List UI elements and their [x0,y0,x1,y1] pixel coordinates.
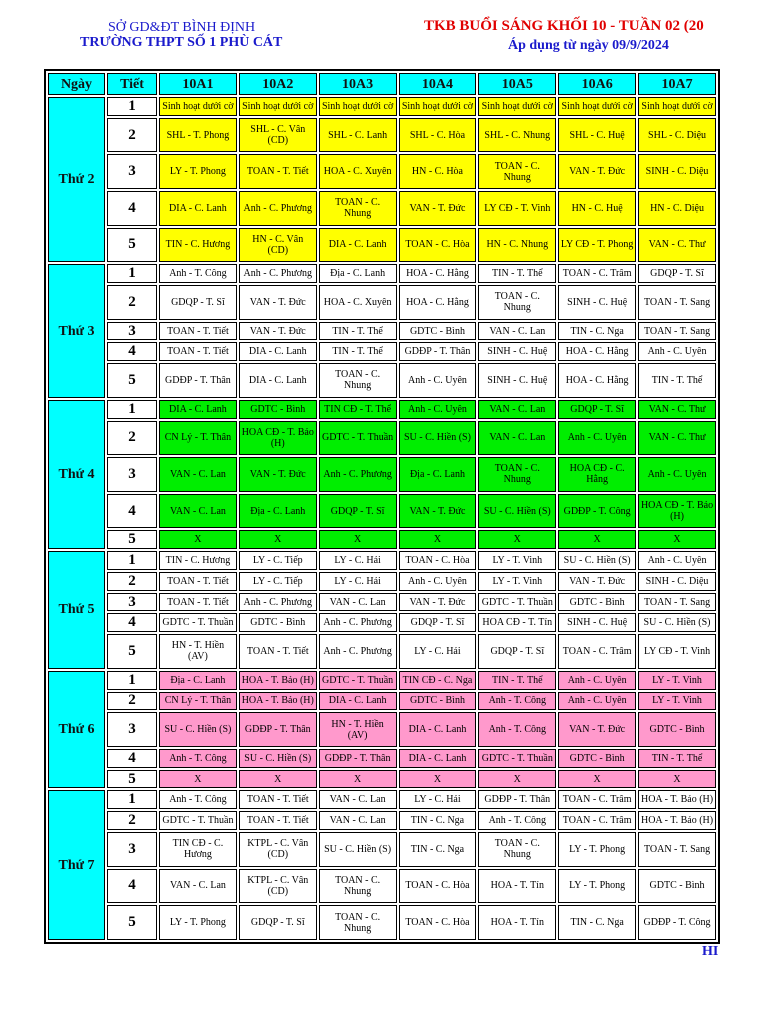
lesson-cell: TOAN - T. Tiết [239,811,317,830]
lesson-cell: VAN - T. Đức [399,494,477,529]
lesson-cell: SU - C. Hiền (S) [478,494,556,529]
lesson-cell: HN - C. Nhung [478,228,556,263]
lesson-cell: TOAN - C. Trâm [558,264,636,283]
header-row [48,73,716,95]
lesson-cell: LY - T. Vinh [638,671,716,690]
lesson-cell: TOAN - C. Nhung [319,363,397,398]
lesson-cell: SHL - C. Lanh [319,118,397,153]
lesson-cell: TIN - C. Hương [159,228,237,263]
lesson-cell: Địa - C. Lanh [399,457,477,492]
lesson-cell: GDĐP - T. Thân [159,363,237,398]
lesson-cell: Sinh hoạt dưới cờ [478,97,556,116]
lesson-cell: X [558,530,636,549]
table-row [48,905,716,940]
lesson-cell: SINH - C. Huệ [558,285,636,320]
lesson-cell: SHL - C. Nhung [478,118,556,153]
lesson-cell: SU - C. Hiền (S) [319,832,397,867]
period-number: 2 [107,285,157,320]
header-class: 10A5 [478,73,556,95]
lesson-cell: GDQP - T. Sĩ [558,400,636,419]
lesson-cell: VAN - C. Thư [638,400,716,419]
lesson-cell: X [319,530,397,549]
lesson-cell: TIN - T. Thể [638,749,716,768]
lesson-cell: DIA - C. Lanh [159,191,237,226]
period-number: 4 [107,191,157,226]
lesson-cell: VAN - C. Lan [478,421,556,456]
lesson-cell: TOAN - T. Tiết [159,572,237,591]
department-name: SỞ GD&ĐT BÌNH ĐỊNH [108,20,256,35]
lesson-cell: Anh - C. Uyên [638,342,716,361]
lesson-cell: HN - T. Hiền (AV) [159,634,237,669]
lesson-cell: GDTC - T. Thuần [319,671,397,690]
day-label: Thứ 6 [48,671,105,789]
lesson-cell: Anh - T. Công [159,264,237,283]
table-row [48,869,716,904]
lesson-cell: LY - T. Vinh [638,692,716,711]
lesson-cell: TOAN - T. Tiết [239,634,317,669]
lesson-cell: VAN - T. Đức [399,593,477,612]
school-name: TRƯỜNG THPT SỐ 1 PHÙ CÁT [80,35,283,50]
lesson-cell: Anh - C. Uyên [399,572,477,591]
lesson-cell: TOAN - C. Nhung [478,285,556,320]
table-row [48,118,716,153]
lesson-cell: X [239,770,317,789]
lesson-cell: TIN CĐ - C. Hương [159,832,237,867]
lesson-cell: TOAN - T. Tiết [159,593,237,612]
lesson-cell: TOAN - C. Nhung [478,154,556,189]
lesson-cell: Sinh hoạt dưới cờ [558,97,636,116]
period-number: 1 [107,790,157,809]
lesson-cell: GDĐP - T. Thân [478,790,556,809]
lesson-cell: TOAN - T. Sang [638,322,716,341]
lesson-cell: TOAN - T. Tiết [239,790,317,809]
lesson-cell: LY - T. Phong [558,869,636,904]
lesson-cell: VAN - T. Đức [239,322,317,341]
lesson-cell: GDĐP - T. Công [558,494,636,529]
timetable-grid [44,69,720,944]
lesson-cell: TOAN - C. Hòa [399,869,477,904]
lesson-cell: Anh - C. Uyên [558,671,636,690]
lesson-cell: TOAN - T. Tiết [159,322,237,341]
period-number: 5 [107,770,157,789]
lesson-cell: VAN - C. Lan [159,494,237,529]
lesson-cell: CN Lý - T. Thân [159,421,237,456]
lesson-cell: GDTC - Bình [239,613,317,632]
lesson-cell: TOAN - C. Trâm [558,790,636,809]
lesson-cell: Địa - C. Lanh [239,494,317,529]
lesson-cell: SINH - C. Diệu [638,572,716,591]
lesson-cell: TOAN - C. Nhung [478,832,556,867]
lesson-cell: TOAN - C. Nhung [319,905,397,940]
lesson-cell: VAN - T. Đức [558,712,636,747]
day-label: Thứ 3 [48,264,105,398]
lesson-cell: DIA - C. Lanh [319,692,397,711]
lesson-cell: HOA - T. Bảo (H) [239,692,317,711]
table-row [48,228,716,263]
lesson-cell: GDTC - Bình [399,322,477,341]
table-row [48,790,716,809]
lesson-cell: HOA - C. Xuyên [319,285,397,320]
lesson-cell: TOAN - T. Sang [638,285,716,320]
header-period: Tiết [107,73,157,95]
lesson-cell: DIA - C. Lanh [319,228,397,263]
lesson-cell: LY - C. Hải [399,790,477,809]
lesson-cell: GDQP - T. Sĩ [638,264,716,283]
period-number: 2 [107,118,157,153]
lesson-cell: HN - C. Huệ [558,191,636,226]
table-row [48,593,716,612]
lesson-cell: GDTC - T. Thuần [159,613,237,632]
lesson-cell: VAN - C. Lan [319,790,397,809]
lesson-cell: DIA - C. Lanh [399,749,477,768]
lesson-cell: TOAN - C. Nhung [319,191,397,226]
lesson-cell: VAN - T. Đức [558,154,636,189]
lesson-cell: X [478,530,556,549]
lesson-cell: HN - C. Hòa [399,154,477,189]
period-number: 2 [107,572,157,591]
period-number: 2 [107,811,157,830]
lesson-cell: Anh - C. Uyên [399,400,477,419]
lesson-cell: LY - C. Hải [319,572,397,591]
day-label: Thứ 2 [48,97,105,262]
table-row [48,671,716,690]
lesson-cell: Anh - T. Công [478,712,556,747]
lesson-cell: SHL - T. Phong [159,118,237,153]
lesson-cell: X [239,530,317,549]
period-number: 2 [107,421,157,456]
lesson-cell: DIA - C. Lanh [239,342,317,361]
lesson-cell: TIN - T. Thể [638,363,716,398]
period-number: 4 [107,342,157,361]
period-number: 3 [107,457,157,492]
lesson-cell: HOA - T. Bảo (H) [638,811,716,830]
lesson-cell: TIN - T. Thể [319,322,397,341]
lesson-cell: SHL - C. Vân (CD) [239,118,317,153]
lesson-cell: TOAN - C. Hòa [399,551,477,570]
lesson-cell: X [399,770,477,789]
lesson-cell: GDTC - Bình [239,400,317,419]
lesson-cell: GDĐP - T. Thân [319,749,397,768]
lesson-cell: VAN - C. Lan [478,400,556,419]
table-row [48,613,716,632]
lesson-cell: Địa - C. Lanh [159,671,237,690]
footer-mark: HI [702,944,719,959]
lesson-cell: KTPL - C. Vân (CD) [239,869,317,904]
lesson-cell: VAN - C. Lan [319,593,397,612]
lesson-cell: HOA - C. Hằng [399,285,477,320]
period-number: 4 [107,494,157,529]
lesson-cell: TIN - C. Nga [558,322,636,341]
lesson-cell: VAN - T. Đức [558,572,636,591]
lesson-cell: X [399,530,477,549]
lesson-cell: TIN CĐ - C. Nga [399,671,477,690]
header-class: 10A7 [638,73,716,95]
header-day: Ngày [48,73,105,95]
period-number: 5 [107,530,157,549]
header-class: 10A6 [558,73,636,95]
lesson-cell: SU - C. Hiền (S) [638,613,716,632]
period-number: 2 [107,692,157,711]
table-row [48,457,716,492]
period-number: 4 [107,749,157,768]
lesson-cell: LY - T. Vinh [478,551,556,570]
table-row [48,770,716,789]
header-class: 10A3 [319,73,397,95]
lesson-cell: TOAN - C. Hòa [399,905,477,940]
table-row [48,97,716,116]
table-row [48,342,716,361]
lesson-cell: TIN - C. Nga [399,832,477,867]
day-label: Thứ 5 [48,551,105,669]
lesson-cell: GDTC - Bình [399,692,477,711]
lesson-cell: HOA - T. Bảo (H) [239,671,317,690]
lesson-cell: SHL - C. Huệ [558,118,636,153]
lesson-cell: LY - T. Phong [159,154,237,189]
lesson-cell: TOAN - T. Tiết [159,342,237,361]
lesson-cell: TOAN - C. Trâm [558,634,636,669]
lesson-cell: Anh - T. Công [478,811,556,830]
period-number: 4 [107,869,157,904]
period-number: 3 [107,154,157,189]
lesson-cell: VAN - T. Đức [239,457,317,492]
table-row [48,530,716,549]
lesson-cell: VAN - C. Thư [638,228,716,263]
lesson-cell: HOA - C. Xuyên [319,154,397,189]
lesson-cell: TOAN - T. Tiết [239,154,317,189]
lesson-cell: Anh - C. Phương [319,613,397,632]
header-class: 10A4 [399,73,477,95]
lesson-cell: GDTC - Bình [638,869,716,904]
lesson-cell: SU - C. Hiền (S) [399,421,477,456]
lesson-cell: GDTC - Bình [558,749,636,768]
lesson-cell: Anh - C. Uyên [558,421,636,456]
lesson-cell: LY CĐ - T. Vinh [478,191,556,226]
lesson-cell: LY - C. Hải [399,634,477,669]
table-row [48,363,716,398]
table-row [48,400,716,419]
period-number: 5 [107,363,157,398]
lesson-cell: GDQP - T. Sĩ [319,494,397,529]
lesson-cell: LY - T. Vinh [478,572,556,591]
lesson-cell: SINH - C. Huệ [478,363,556,398]
lesson-cell: HOA - C. Hằng [558,342,636,361]
lesson-cell: SHL - C. Diệu [638,118,716,153]
lesson-cell: GDQP - T. Sĩ [399,613,477,632]
lesson-cell: Anh - T. Công [159,749,237,768]
lesson-cell: VAN - T. Đức [399,191,477,226]
lesson-cell: LY - C. Tiếp [239,551,317,570]
lesson-cell: TOAN - C. Nhung [319,869,397,904]
lesson-cell: GDĐP - T. Thân [239,712,317,747]
table-row [48,634,716,669]
period-number: 3 [107,712,157,747]
document-title: TKB BUỔI SÁNG KHỐI 10 - TUẦN 02 (20 [424,18,704,34]
period-number: 5 [107,228,157,263]
lesson-cell: Anh - C. Phương [239,593,317,612]
table-row [48,811,716,830]
table-row [48,572,716,591]
lesson-cell: VAN - C. Lan [319,811,397,830]
lesson-cell: Sinh hoạt dưới cờ [399,97,477,116]
table-row [48,322,716,341]
day-label: Thứ 4 [48,400,105,549]
lesson-cell: TIN CĐ - T. Thể [319,400,397,419]
lesson-cell: GDTC - T. Thuần [319,421,397,456]
lesson-cell: HOA CĐ - T. Tín [478,613,556,632]
period-number: 1 [107,400,157,419]
lesson-cell: HOA - T. Tín [478,905,556,940]
period-number: 5 [107,905,157,940]
lesson-cell: GDQP - T. Sĩ [478,634,556,669]
lesson-cell: Anh - C. Uyên [638,457,716,492]
lesson-cell: X [638,770,716,789]
lesson-cell: LY CĐ - T. Phong [558,228,636,263]
period-number: 3 [107,832,157,867]
lesson-cell: LY - T. Phong [558,832,636,867]
lesson-cell: GDTC - T. Thuần [478,593,556,612]
lesson-cell: HN - C. Diệu [638,191,716,226]
lesson-cell: Địa - C. Lanh [319,264,397,283]
lesson-cell: Anh - C. Phương [239,191,317,226]
lesson-cell: SINH - C. Huệ [478,342,556,361]
lesson-cell: TOAN - T. Sang [638,593,716,612]
lesson-cell: LY - T. Phong [159,905,237,940]
table-row [48,494,716,529]
lesson-cell: GDQP - T. Sĩ [239,905,317,940]
lesson-cell: X [319,770,397,789]
table-row [48,264,716,283]
table-row [48,832,716,867]
lesson-cell: Anh - C. Phương [319,634,397,669]
lesson-cell: LY CĐ - T. Vinh [638,634,716,669]
lesson-cell: GDĐP - T. Công [638,905,716,940]
lesson-cell: TIN - T. Thể [478,671,556,690]
table-row [48,421,716,456]
lesson-cell: KTPL - C. Vân (CD) [239,832,317,867]
lesson-cell: X [159,770,237,789]
header-class: 10A2 [239,73,317,95]
lesson-cell: HOA CĐ - T. Bảo (H) [239,421,317,456]
lesson-cell: VAN - C. Thư [638,421,716,456]
period-number: 1 [107,551,157,570]
lesson-cell: GDTC - T. Thuần [478,749,556,768]
lesson-cell: TIN - T. Thể [319,342,397,361]
lesson-cell: DIA - C. Lanh [399,712,477,747]
lesson-cell: X [558,770,636,789]
lesson-cell: TIN - C. Nga [399,811,477,830]
lesson-cell: HN - C. Vân (CD) [239,228,317,263]
table-row [48,712,716,747]
lesson-cell: SU - C. Hiền (S) [239,749,317,768]
header-class: 10A1 [159,73,237,95]
lesson-cell: Anh - C. Phương [239,264,317,283]
table-row [48,749,716,768]
lesson-cell: LY - C. Tiếp [239,572,317,591]
lesson-cell: TOAN - C. Trâm [558,811,636,830]
lesson-cell: DIA - C. Lanh [159,400,237,419]
lesson-cell: X [159,530,237,549]
lesson-cell: Sinh hoạt dưới cờ [638,97,716,116]
lesson-cell: GDTC - Bình [558,593,636,612]
lesson-cell: SHL - C. Hòa [399,118,477,153]
lesson-cell: TOAN - T. Sang [638,832,716,867]
timetable [44,69,720,944]
lesson-cell: HOA - C. Hằng [558,363,636,398]
period-number: 1 [107,97,157,116]
lesson-cell: LY - C. Hải [319,551,397,570]
lesson-cell: HOA - T. Tín [478,869,556,904]
lesson-cell: GDQP - T. Sĩ [159,285,237,320]
lesson-cell: HOA CĐ - C. Hằng [558,457,636,492]
lesson-cell: HOA - T. Bảo (H) [638,790,716,809]
lesson-cell: SINH - C. Diệu [638,154,716,189]
lesson-cell: X [638,530,716,549]
lesson-cell: Anh - T. Công [478,692,556,711]
period-number: 3 [107,322,157,341]
lesson-cell: TOAN - C. Hòa [399,228,477,263]
table-row [48,154,716,189]
period-number: 1 [107,671,157,690]
lesson-cell: Sinh hoạt dưới cờ [239,97,317,116]
lesson-cell: GDTC - Bình [638,712,716,747]
period-number: 1 [107,264,157,283]
table-row [48,551,716,570]
lesson-cell: CN Lý - T. Thân [159,692,237,711]
lesson-cell: Anh - C. Phương [319,457,397,492]
lesson-cell: SU - C. Hiền (S) [159,712,237,747]
effective-date: Áp dụng từ ngày 09/9/2024 [508,38,669,53]
table-row [48,191,716,226]
lesson-cell: GDTC - T. Thuần [159,811,237,830]
table-row [48,285,716,320]
lesson-cell: HN - T. Hiền (AV) [319,712,397,747]
lesson-cell: Sinh hoạt dưới cờ [319,97,397,116]
lesson-cell: DIA - C. Lanh [239,363,317,398]
lesson-cell: Anh - C. Uyên [558,692,636,711]
period-number: 5 [107,634,157,669]
lesson-cell: HOA - C. Hằng [399,264,477,283]
period-number: 3 [107,593,157,612]
lesson-cell: Anh - T. Công [159,790,237,809]
period-number: 4 [107,613,157,632]
lesson-cell: Sinh hoạt dưới cờ [159,97,237,116]
lesson-cell: Anh - C. Uyên [399,363,477,398]
lesson-cell: GDĐP - T. Thân [399,342,477,361]
lesson-cell: TIN - C. Hương [159,551,237,570]
lesson-cell: Anh - C. Uyên [638,551,716,570]
lesson-cell: SINH - C. Huệ [558,613,636,632]
lesson-cell: HOA CĐ - T. Bảo (H) [638,494,716,529]
lesson-cell: VAN - C. Lan [159,869,237,904]
day-label: Thứ 7 [48,790,105,940]
lesson-cell: TOAN - C. Nhung [478,457,556,492]
lesson-cell: VAN - C. Lan [478,322,556,341]
lesson-cell: TIN - T. Thể [478,264,556,283]
lesson-cell: TIN - C. Nga [558,905,636,940]
table-row [48,692,716,711]
lesson-cell: SU - C. Hiền (S) [558,551,636,570]
lesson-cell: X [478,770,556,789]
lesson-cell: VAN - C. Lan [159,457,237,492]
lesson-cell: VAN - T. Đức [239,285,317,320]
